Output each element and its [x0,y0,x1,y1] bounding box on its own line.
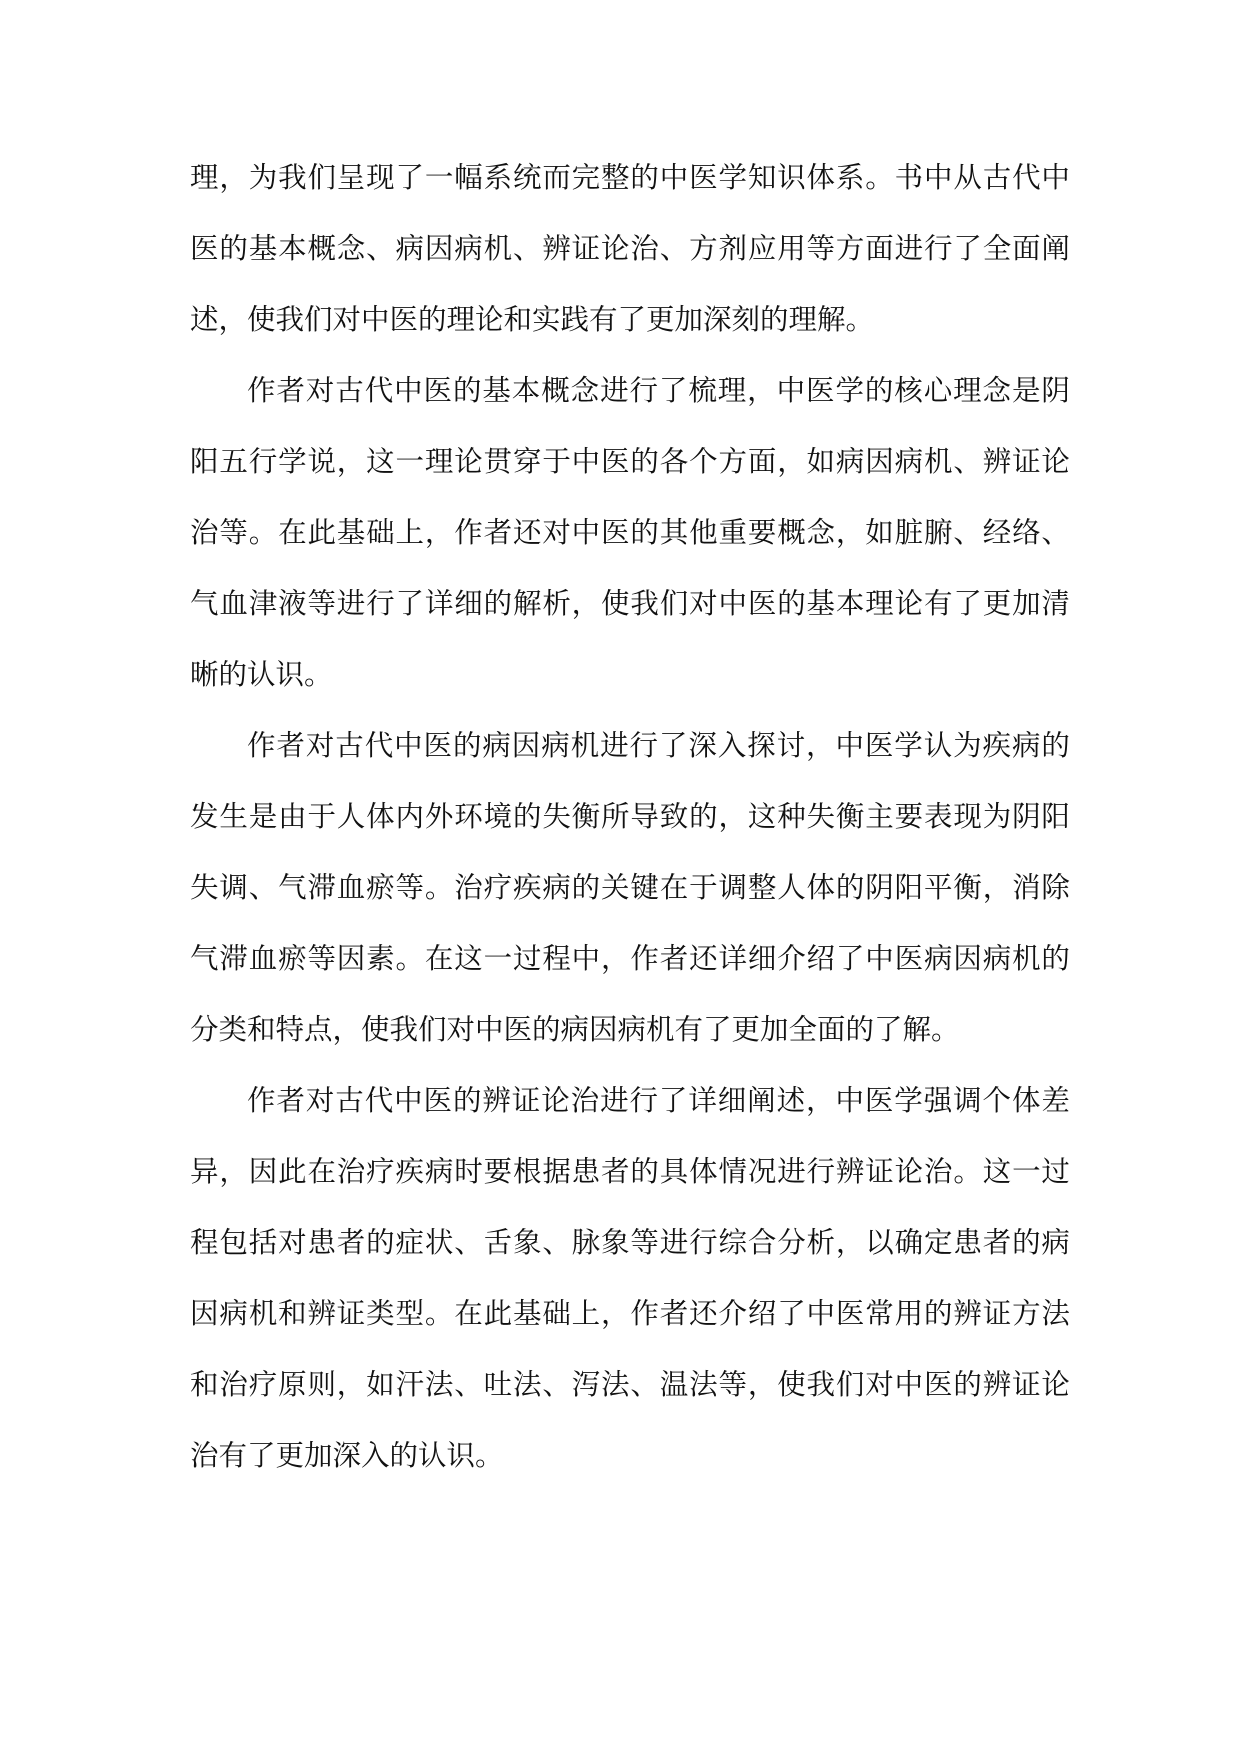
text-line: 分类和特点，使我们对中医的病因病机有了更加全面的了解。 [190,1013,960,1046]
text-line: 发 生 是 由 于 人 体 内 外 环 境 的 失 衡 所 导 致 的 ， 这 种 失 衡 主 要 表 现 为 阴 阳 [190,800,1070,833]
paragraph [190,710,1070,1065]
text-line: 和 治 疗 原 则 ， 如 汗 法 、 吐 法 、 泻 法 、 温 法 等 ， 使 我 们 对 中 医 的 辨 证 论 [190,1368,1070,1401]
text-line: 医 的 基 本 概 念 、 病 因 病 机 、 辨 证 论 治 、 方 剂 应 用 等 方 面 进 行 了 全 面 阐 [190,232,1070,265]
text-line: 因 病 机 和 辨 证 类 型 。 在 此 基 础 上 ， 作 者 还 介 绍 了 中 医 常 用 的 辨 证 方 法 [190,1297,1070,1330]
text-line: 异 ， 因 此 在 治 疗 疾 病 时 要 根 据 患 者 的 具 体 情 况 进 行 辨 证 论 治 。 这 一 过 [190,1155,1070,1188]
text-line: 治 等 。 在 此 基 础 上 ， 作 者 还 对 中 医 的 其 他 重 要 概 念 ， 如 脏 腑 、 经 络 、 [190,516,1070,549]
text-line: 气 滞 血 瘀 等 因 素 。 在 这 一 过 程 中 ， 作 者 还 详 细 介 绍 了 中 医 病 因 病 机 的 [190,942,1070,975]
text-line: 作 者 对 古 代 中 医 的 病 因 病 机 进 行 了 深 入 探 讨 ， 中 医 学 认 为 疾 病 的 [247,729,1070,762]
text-line: 治有了更加深入的认识。 [190,1439,504,1472]
paragraph [190,1065,1070,1491]
text-line: 晰的认识。 [190,658,333,691]
body-text [190,142,1070,1491]
text-line: 阳 五 行 学 说 ， 这 一 理 论 贯 穿 于 中 医 的 各 个 方 面 ， 如 病 因 病 机 、 辨 证 论 [190,445,1070,478]
text-line: 作 者 对 古 代 中 医 的 基 本 概 念 进 行 了 梳 理 ， 中 医 学 的 核 心 理 念 是 阴 [247,374,1070,407]
paragraph [190,142,1070,355]
text-line: 气 血 津 液 等 进 行 了 详 细 的 解 析 ， 使 我 们 对 中 医 的 基 本 理 论 有 了 更 加 清 [190,587,1070,620]
text-line: 失 调 、 气 滞 血 瘀 等 。 治 疗 疾 病 的 关 键 在 于 调 整 人 体 的 阴 阳 平 衡 ， 消 除 [190,871,1070,904]
text-line: 作 者 对 古 代 中 医 的 辨 证 论 治 进 行 了 详 细 阐 述 ， 中 医 学 强 调 个 体 差 [247,1084,1070,1117]
paragraph [190,355,1070,710]
text-line: 程 包 括 对 患 者 的 症 状 、 舌 象 、 脉 象 等 进 行 综 合 分 析 ， 以 确 定 患 者 的 病 [190,1226,1070,1259]
text-line: 述，使我们对中医的理论和实践有了更加深刻的理解。 [190,303,875,336]
text-line: 理 ， 为 我 们 呈 现 了 一 幅 系 统 而 完 整 的 中 医 学 知 识 体 系 。 书 中 从 古 代 中 [190,161,1070,194]
